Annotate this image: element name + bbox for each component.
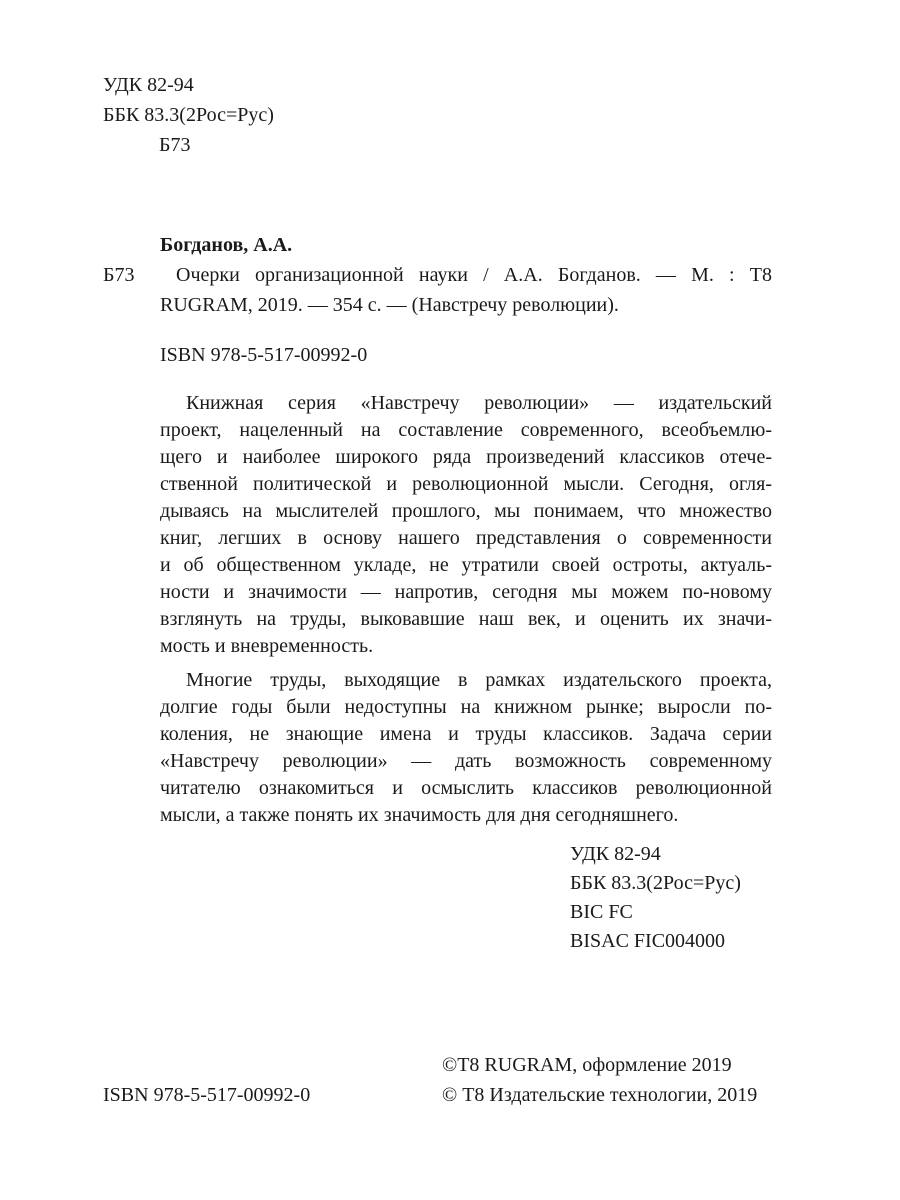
annotation-line: щего и наиболее широкого ряда произведений классиков отече- (160, 446, 772, 468)
annotation-line: Многие труды, выходящие в рамках издательского проекта, (186, 669, 772, 691)
annotation-line: «Навстречу революции» — дать возможность современному (160, 750, 772, 772)
copyright-block (442, 1050, 757, 1110)
bic-code: BIC FC (570, 901, 633, 923)
annotation-line: мысли, а также понять их значимость для дня сегодняшнего. (160, 804, 679, 826)
udk-code-bottom: УДК 82-94 (570, 843, 661, 865)
author-cipher: Б73 (103, 264, 135, 286)
annotation (160, 390, 772, 829)
annotation-line: коления, не знающие имена и труды классиков. Задача серии (160, 723, 772, 745)
bisac-code: BISAC FIC004000 (570, 930, 726, 952)
annotation-line: книг, легших в основу нашего представления о современности (160, 527, 772, 549)
classification-codes (570, 840, 741, 956)
classification-header (103, 70, 274, 160)
annotation-paragraph-2 (160, 667, 772, 829)
annotation-line: ственной политической и революционной мысли. Сегодня, огля- (160, 473, 772, 495)
copyright-line-1: ©T8 RUGRAM, оформление 2019 (442, 1054, 732, 1076)
bibliographic-line-1: Очерки организационной науки / А.А. Богданов. — М. : Т8 (176, 264, 772, 286)
copyright-line-2: © Т8 Издательские технологии, 2019 (442, 1084, 758, 1106)
author-name: Богданов, А.А. (160, 234, 293, 256)
annotation-line: и об общественном укладе, не утратили своей остроты, актуаль- (160, 554, 772, 576)
bibliographic-line-2: RUGRAM, 2019. — 354 с. — (Навстречу революции). (160, 294, 619, 316)
bbk-code: ББК 83.3(2Рос=Рус) (103, 104, 274, 126)
annotation-line: Книжная серия «Навстречу революции» — издательский (186, 392, 772, 414)
annotation-line: ности и значимости — напротив, сегодня мы можем по-новому (160, 581, 772, 603)
isbn-top: ISBN 978-5-517-00992-0 (160, 344, 368, 366)
bibliographic-description (160, 260, 772, 320)
annotation-line: читателю ознакомиться и осмыслить классиков революционной (160, 777, 772, 799)
isbn-bottom: ISBN 978-5-517-00992-0 (103, 1084, 311, 1106)
author-mark: Б73 (159, 134, 191, 156)
annotation-line: дываясь на мыслителей прошлого, мы понимаем, что множество (160, 500, 772, 522)
annotation-line: мость и вневременность. (160, 635, 374, 657)
bbk-code-bottom: ББК 83.3(2Рос=Рус) (570, 872, 741, 894)
annotation-line: проект, нацеленный на составление современного, всеобъемлю- (160, 419, 772, 441)
annotation-line: долгие годы были недоступны на книжном рынке; выросли по- (160, 696, 772, 718)
annotation-paragraph-1 (160, 390, 772, 660)
udk-code: УДК 82-94 (103, 74, 194, 96)
annotation-line: взглянуть на труды, выковавшие наш век, и оценить их значи- (160, 608, 772, 630)
